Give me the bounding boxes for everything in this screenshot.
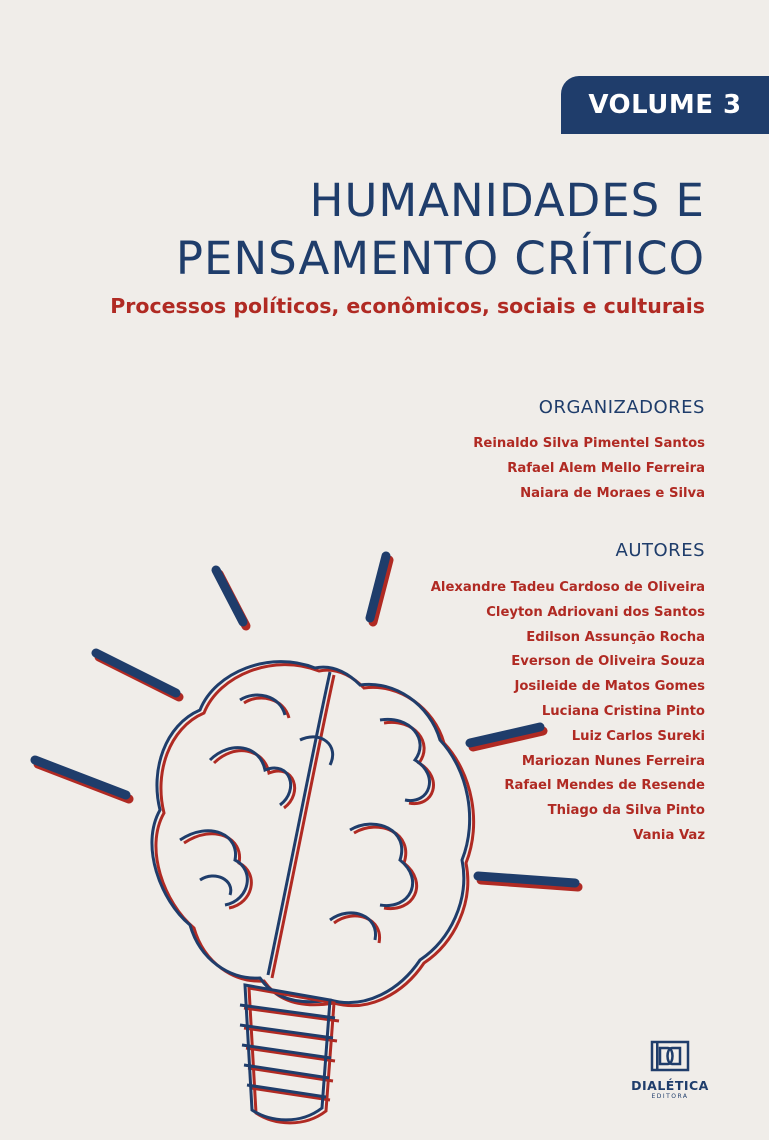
author-name: Everson de Oliveira Souza (511, 654, 705, 670)
author-name: Rafael Mendes de Resende (504, 778, 705, 794)
author-name: Vania Vaz (633, 827, 705, 843)
organizer-name: Rafael Alem Mello Ferreira (507, 460, 705, 476)
book-title (176, 172, 705, 288)
book-subtitle: Processos políticos, econômicos, sociais e culturais (110, 294, 705, 318)
publisher-subtitle: EDITORA (651, 1093, 689, 1100)
authors-heading: AUTORES (615, 540, 705, 561)
organizers-list (473, 432, 705, 506)
book-title-line-1: HUMANIDADES E (309, 174, 705, 227)
publisher-mark-icon (650, 1040, 690, 1072)
author-name: Luiz Carlos Sureki (571, 728, 705, 744)
author-name: Luciana Cristina Pinto (541, 703, 705, 719)
author-name: Cleyton Adriovani dos Santos (486, 604, 705, 620)
organizer-name: Reinaldo Silva Pimentel Santos (473, 436, 705, 451)
organizer-name: Naiara de Moraes e Silva (520, 485, 705, 501)
author-name: Mariozan Nunes Ferreira (521, 753, 705, 769)
author-name: Edilson Assunção Rocha (526, 629, 705, 645)
author-name: Alexandre Tadeu Cardoso de Oliveira (430, 580, 705, 595)
publisher-name: DIALÉTICA (631, 1078, 709, 1093)
author-name: Josileide de Matos Gomes (514, 679, 705, 695)
organizers-heading: ORGANIZADORES (538, 397, 705, 418)
publisher-logo (630, 1040, 710, 1100)
book-title-line-2: PENSAMENTO CRÍTICO (175, 232, 705, 285)
author-name: Thiago da Silva Pinto (547, 803, 705, 819)
volume-badge: VOLUME 3 (561, 76, 769, 134)
